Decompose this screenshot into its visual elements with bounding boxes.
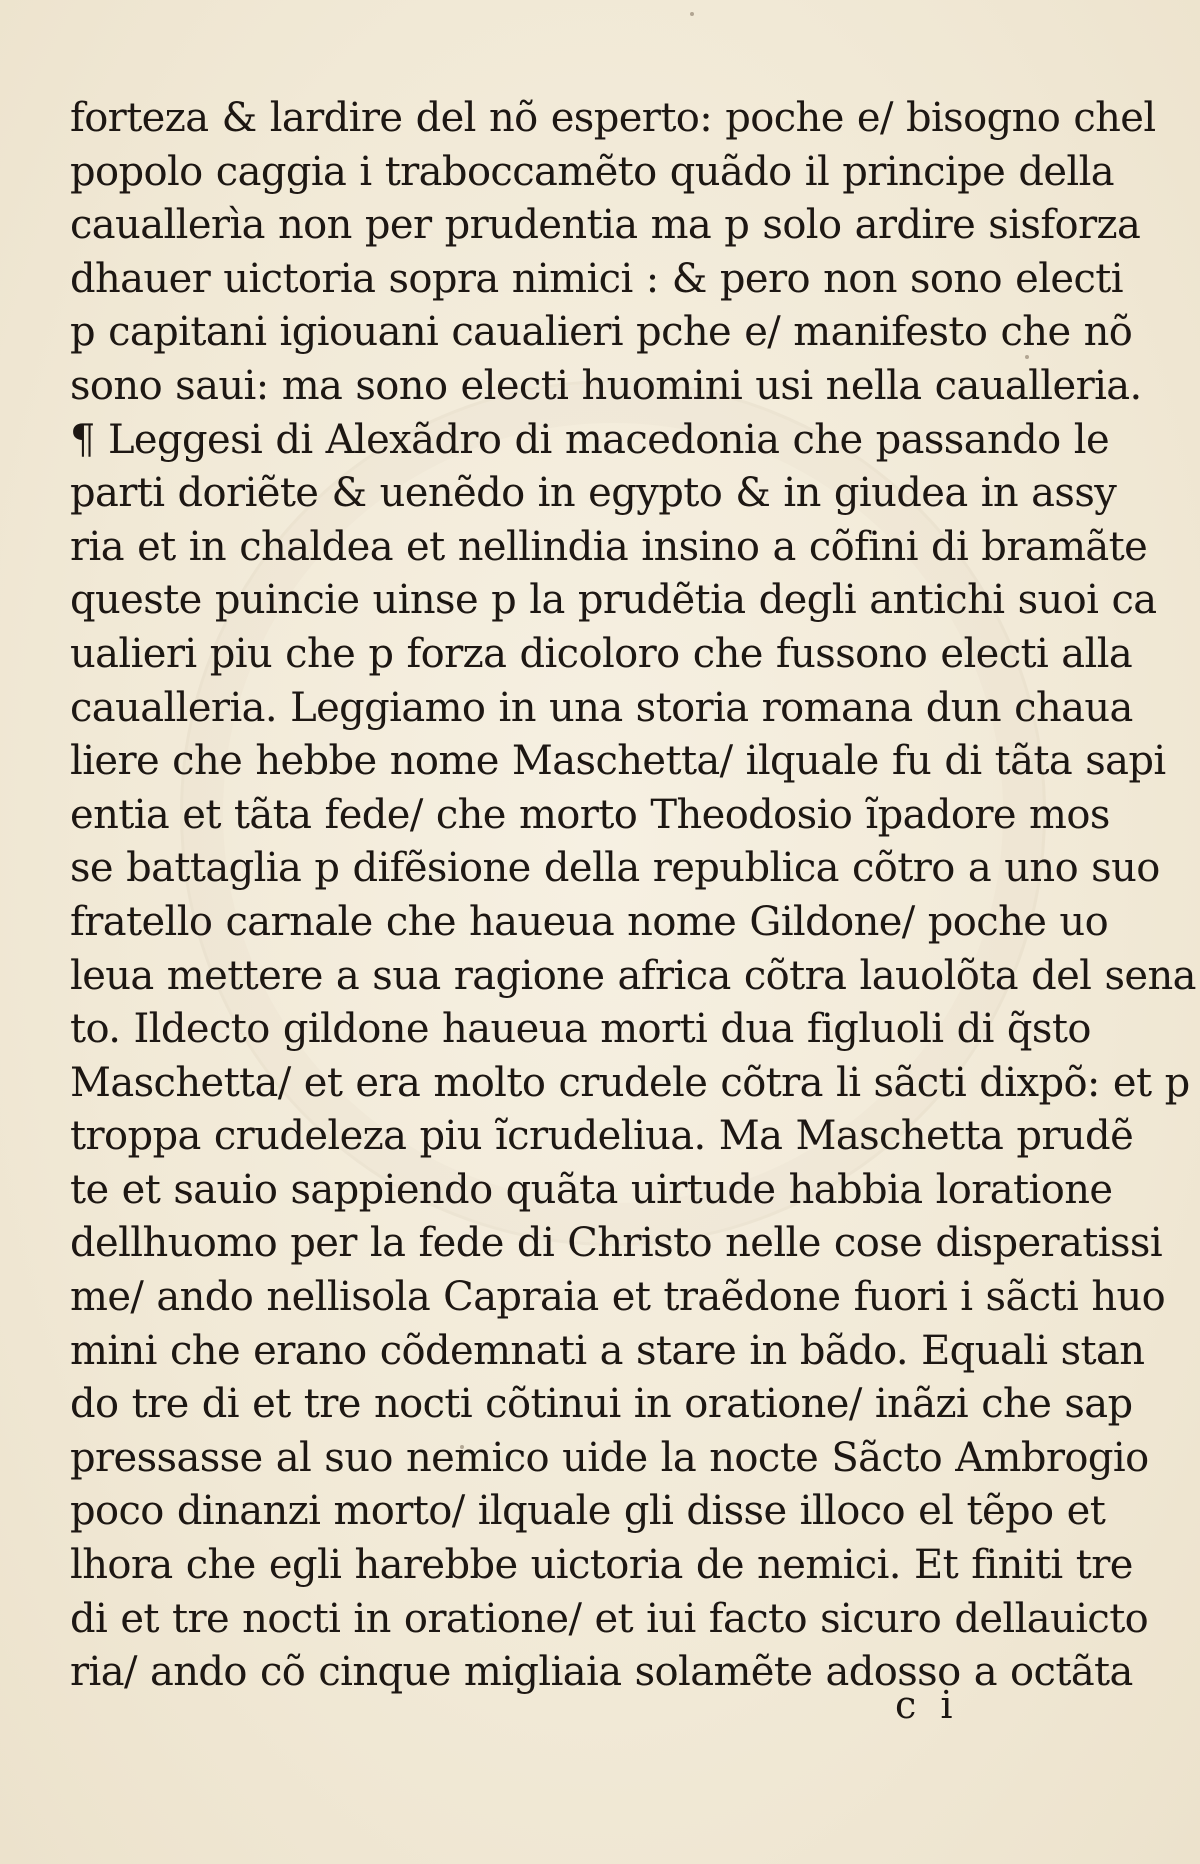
paper-speck [690, 12, 694, 16]
text-line-4: dhauer uictoria sopra nimici : & pero non sono electi [70, 255, 1123, 302]
text-line-9: ria et in chaldea et nellindia insino a cõfini di bramãte [70, 523, 1148, 570]
text-line-29: di et tre nocti in oratione/ et iui facto sicuro dellauicto [70, 1595, 1149, 1642]
text-line-25: do tre di et tre nocti cõtinui in oratione/ inãzi che sap [70, 1381, 1133, 1428]
text-line-6: sono saui: ma sono electi huomini usi nella caualleria. [70, 362, 1142, 409]
text-line-8: parti doriẽte & uenẽdo in egypto & in giudea in assy [70, 470, 1117, 517]
text-line-15: se battaglia p difẽsione della republica cõtro a uno suo [70, 845, 1160, 892]
text-block [70, 92, 1196, 1700]
paper-speck [1025, 355, 1029, 359]
paper-speck [460, 1445, 464, 1449]
text-line-7: ¶ Leggesi di Alexãdro di macedonia che passando le [70, 416, 1110, 463]
text-line-28: lhora che egli harebbe uictoria de nemici. Et finiti tre [70, 1542, 1133, 1589]
text-line-24: mini che erano cõdemnati a stare in bãdo. Equali stan [70, 1327, 1145, 1374]
text-line-18: to. Ildecto gildone haueua morti dua figluoli di q̃sto [70, 1006, 1091, 1053]
text-line-20: troppa crudeleza piu ĩcrudeliua. Ma Maschetta prudẽ [70, 1113, 1134, 1160]
text-line-23: me/ ando nellisola Capraia et traẽdone fuori i sãcti huo [70, 1274, 1166, 1321]
text-line-5: p capitani igiouani caualieri pche e/ manifesto che nõ [70, 309, 1133, 356]
text-line-3: cauallerìa non per prudentia ma p solo ardire sisforza [70, 202, 1141, 249]
folio-number: c i [895, 1683, 959, 1727]
text-line-30: ria/ ando cõ cinque migliaia solamẽte adosso a octãta [70, 1649, 1133, 1696]
text-line-26: pressasse al suo nemico uide la nocte Sãcto Ambrogio [70, 1434, 1149, 1481]
text-line-14: entia et tãta fede/ che morto Theodosio ĩpadore mos [70, 791, 1110, 838]
text-line-1: forteza & lardire del nõ esperto: poche e/ bisogno chel [70, 95, 1156, 141]
text-line-10: queste puincie uinse p la prudẽtia degli antichi suoi ca [70, 577, 1157, 624]
text-line-19: Maschetta/ et era molto crudele cõtra li sãcti dixpõ: et p [70, 1059, 1190, 1106]
text-line-12: caualleria. Leggiamo in una storia romana dun chaua [70, 684, 1133, 731]
text-line-16: fratello carnale che haueua nome Gildone/ poche uo [70, 898, 1109, 945]
text-line-27: poco dinanzi morto/ ilquale gli disse illoco el tẽpo et [70, 1488, 1106, 1535]
text-line-2: popolo caggia i traboccamẽto quãdo il principe della [70, 148, 1115, 195]
text-line-13: liere che hebbe nome Maschetta/ ilquale fu di tãta sapi [70, 738, 1166, 785]
text-line-21: te et sauio sappiendo quãta uirtude habbia loratione [70, 1166, 1113, 1213]
text-line-17: leua mettere a sua ragione africa cõtra lauolõta del sena [70, 952, 1196, 999]
text-line-11: ualieri piu che p forza dicoloro che fussono electi alla [70, 630, 1133, 677]
text-line-22: dellhuomo per la fede di Christo nelle cose disperatissi [70, 1220, 1163, 1267]
